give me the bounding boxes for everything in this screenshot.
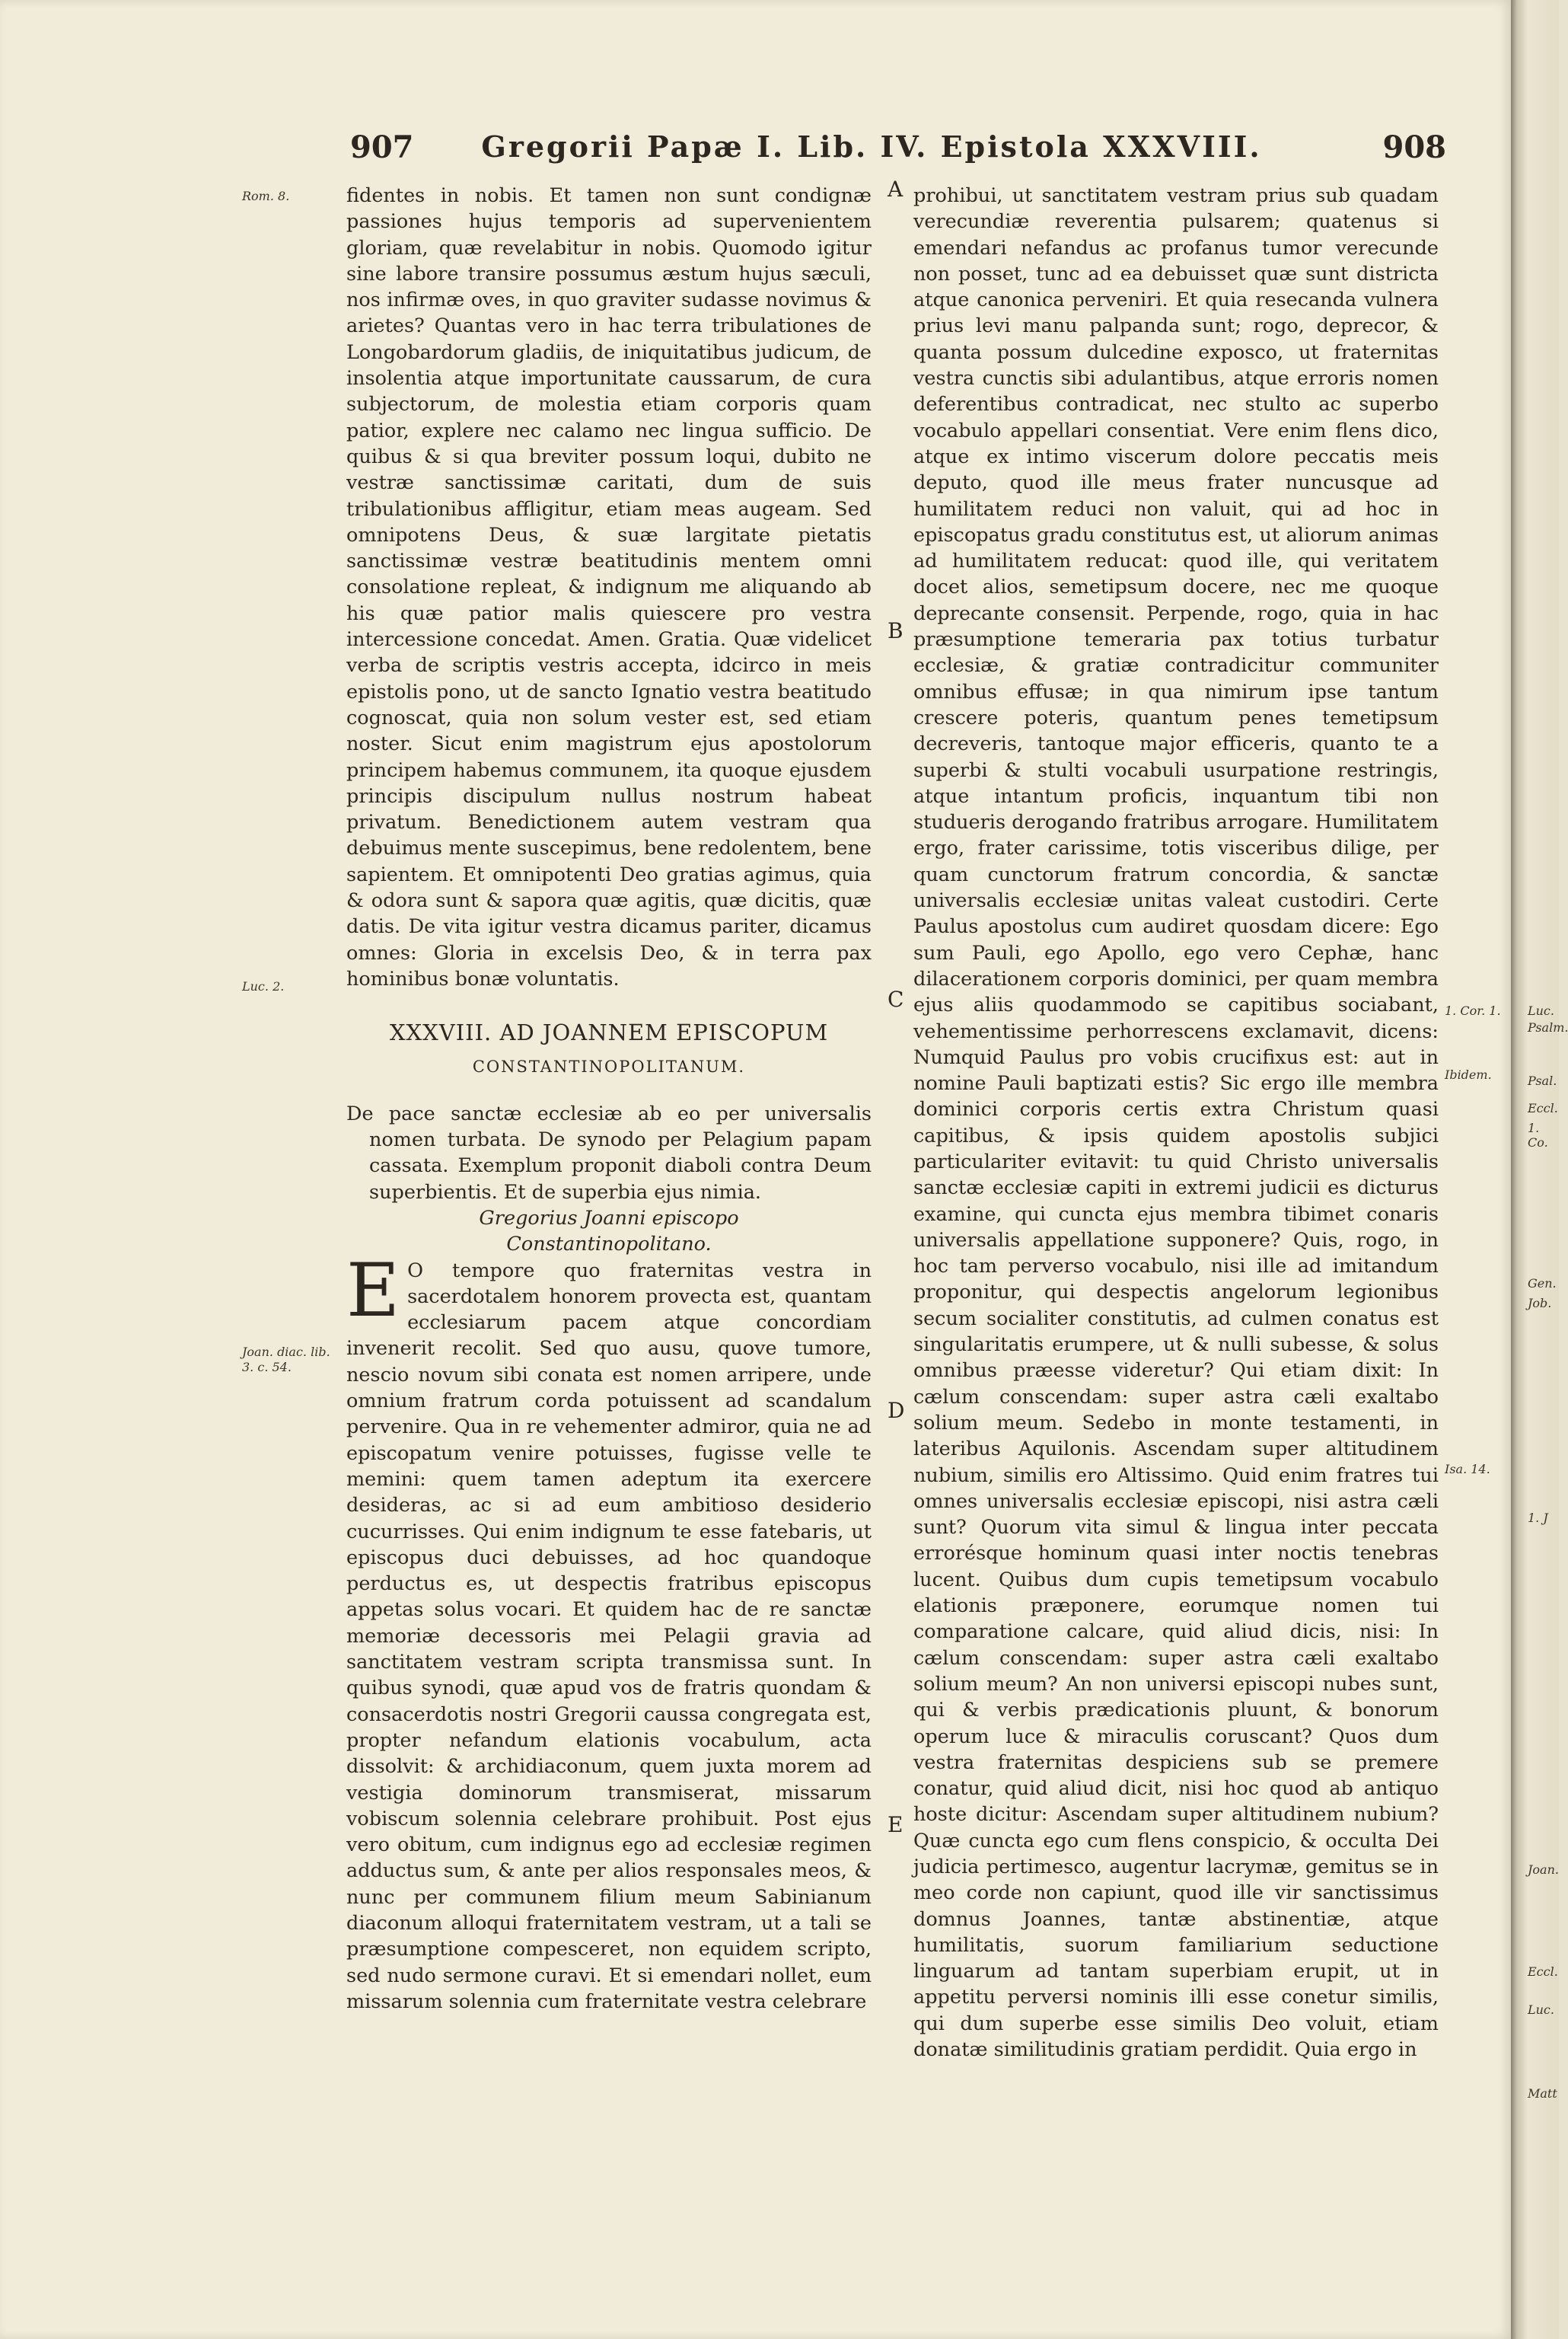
margin-note-joan-diac: Joan. diac. lib. 3. c. 54. [242, 1345, 330, 1374]
margin-note-rom: Rom. 8. [242, 189, 290, 203]
next-page-edge [1511, 0, 1568, 2339]
section-letter-b: B [888, 618, 904, 643]
epistle-summary: De pace sanctæ ecclesiæ ab eo per universalis nomen turbata. De synodo per Pelagium papam cassata. Exemplum proponit diaboli contra Deum superbientis. Et de superbia ejus nimia. [346, 1102, 872, 1204]
margin-note-ibidem: Ibidem. [1445, 1067, 1492, 1082]
section-letter-a: A [888, 177, 904, 202]
edge-note: Job. [1528, 1296, 1552, 1310]
page-number-left: 907 [350, 129, 414, 165]
margin-note-isa: Isa. 14. [1445, 1462, 1490, 1476]
epistle-heading: XXXVIII. AD JOANNEM EPISCOPUM [389, 1020, 829, 1046]
section-letter-c: C [888, 987, 904, 1012]
edge-note: Eccl. [1528, 1101, 1558, 1115]
margin-note-luc: Luc. 2. [242, 979, 285, 994]
edge-note: Luc. [1528, 1004, 1554, 1018]
right-text-column [913, 183, 1439, 2063]
epistle-subheading: CONSTANTINOPOLITANUM. [472, 1057, 746, 1076]
epistle-body-text: O tempore quo fraternitas vestra in sacerdotalem honorem provecta est, quantam ecclesiarum pacem atque concordiam invenerit recolit. Sed quo ausu, quove tumore, nescio novum sibi conata est nomen arripere, unde omnium fratrum corda potuissent ad scandalum pervenire. Qua in re vehementer admiror, quia ne ad episcopatum venire potuisses, fugisse velle te memini: quem tamen adeptum ita exercere desideras, ac si ad eum ambitioso desiderio cucurrisses. Qui enim indignum te esse fatebaris, ut episcopus duci debuisses, ad hoc quandoque perductus es, ut despectis fratribus episcopus appetas solus vocari. Et quidem hac de re sanctæ memoriæ decessoris mei Pelagii gravia ad sanctitatem vestram scripta transmissa sunt. In quibus synodi, quæ apud vos de fratris quondam & consacerdotis nostri Gregorii caussa congregata est, propter nefandum elationis vocabulum, acta dissolvit: & archidiaconum, quem juxta morem ad vestigia dominorum transmiserat, missarum vobiscum solennia celebrare prohibuit. Post ejus vero obitum, cum indignus ego ad ecclesiæ regimen adductus sum, & ante per alios responsales meos, & nunc per communem filium meum Sabinianum diaconum alloqui fraternitatem vestram, ut a tali se præsumptione compesceret, non equidem scripto, sed nudo sermone curavi. Et si emendari nollet, eum missarum solennia cum fraternitate vestra celebrare [346, 1259, 872, 2013]
section-letter-e: E [888, 1812, 904, 1837]
edge-note: 1. Co. [1528, 1121, 1548, 1150]
edge-note: Gen. [1528, 1276, 1557, 1291]
drop-capital: E [346, 1247, 400, 1333]
left-text-column [346, 183, 872, 2015]
paragraph-continuation: fidentes in nobis. Et tamen non sunt condignæ passiones hujus temporis ad supervenientem gloriam, quæ revelabitur in nobis. Quomodo igitur sine labore transire possumus æstum hujus sæculi, nos infirmæ oves, in quo graviter sudasse novimus & arietes? Quantas vero in hac terra tribulationes de Longobardorum gladiis, de iniquitatibus judicum, de insolentia atque importunitate caussarum, de cura subjectorum, de molestia etiam corporis quam patior, explere nec calamo nec lingua sufficio. De quibus & si qua breviter possum loqui, dubito ne vestræ sanctissimæ caritati, dum de suis tribulationibus affligitur, etiam meas augeam. Sed omnipotens Deus, & suæ largitate pietatis sanctissimæ vestræ beatitudinis mentem omni consolatione repleat, & indignum me aliquando ab his quæ patior malis quiescere pro vestra intercessione concedat. Amen. Gratia. Quæ videlicet verba de scriptis vestris accepta, idcirco in meis epistolis pono, ut de sancto Ignatio vestra beatitudo cognoscat, quia non solum vester est, sed etiam noster. Sicut enim magistrum ejus apostolorum principem habemus communem, ita quoque ejusdem principis discipulum nullus nostrum habeat privatum. Benedictionem autem vestram qua debuimus mente suscepimus, bene redolentem, bene sapientem. Et omnipotenti Deo gratias agimus, quia & odora sunt & sapora quæ agitis, quæ dicitis, quæ datis. De vita igitur vestra dicamus pariter, dicamus omnes: Gloria in excelsis Deo, & in terra pax hominibus bonæ voluntatis. [346, 184, 872, 991]
page-number-right: 908 [1382, 129, 1446, 165]
running-title: Gregorii Papæ I. Lib. IV. Epistola XXXVIII. [481, 129, 1262, 164]
epistle-body-start [346, 1247, 872, 2015]
edge-note: Psalm. [1528, 1020, 1568, 1035]
edge-note: Luc. [1528, 2002, 1554, 2017]
edge-note: Matt [1528, 2086, 1557, 2101]
edge-note: Eccl. [1528, 1964, 1558, 1979]
paragraph-continued: prohibui, ut sanctitatem vestram prius sub quadam verecundiæ reverentia pulsarem; quatenus si emendari nefandus ac profanus tumor verecunde non posset, tunc ad ea debuisset quæ sunt districta atque canonica perveniri. Et quia resecanda vulnera prius levi manu palpanda sunt; rogo, deprecor, & quanta possum dulcedine exposco, ut fraternitas vestra cunctis sibi adulantibus, atque erroris nomen deferentibus contradicat, nec stulto ac superbo vocabulo appellari consentiat. Vere enim flens dico, atque ex intimo viscerum dolore peccatis meis deputo, quod ille meus frater nuncusque ad humilitatem reduci non valuit, qui ad hoc in episcopatus gradu constitutus est, ut aliorum animas ad humilitatem reducat: quod ille, qui veritatem docet alios, semetipsum docere, nec me quoque deprecante consensit. Perpende, rogo, quia in hac præsumptione temeraria pax totius turbatur ecclesiæ, & gratiæ contradicitur communiter omnibus effusæ; in qua nimirum ipse tantum crescere poteris, quantum penes temetipsum decreveris, tantoque major efficeris, quanto te a superbi & stulti vocabuli usurpatione restringis, atque intantum proficis, inquantum tibi non studueris derogando fratribus arrogare. Humilitatem ergo, frater carissime, totis visceribus dilige, per quam cunctorum fratrum concordia, & sanctæ universalis ecclesiæ unitas valeat custodiri. Certe Paulus apostolus cum audiret quosdam dicere: Ego sum Pauli, ego Apollo, ego vero Cephæ, hanc dilacerationem corporis dominici, per quam membra ejus aliis quodammodo se capitibus sociabant, vehementissime perhorrescens exclamavit, dicens: Numquid Paulus pro vobis crucifixus est: aut in nomine Pauli baptizati estis? Sic ergo ille membra dominici corporis certis extra Christum quasi capitibus, & ipsis quidem apostolis subjici particulariter evitavit: tu quid Christo universalis sanctæ ecclesiæ capiti in extremi judicii es dicturus examine, qui cuncta ejus membra tibimet conaris universalis appellatione supponere? Quis, rogo, in hoc tam perverso vocabulo, nisi ille ad imitandum proponitur, qui despectis angelorum legionibus secum socialiter constitutis, ad culmen conatus est singularitatis erumpere, ut & nulli subesse, & solus omnibus præesse videretur? Qui etiam dixit: In cælum conscendam: super astra cæli exaltabo solium meum. Sedebo in monte testamenti, in lateribus Aquilonis. Ascendam super altitudinem nubium, similis ero Altissimo. Quid enim fratres tui omnes universalis ecclesiæ episcopi, nisi astra cæli sunt? Quorum vita simul & lingua inter peccata errorésque hominum quasi inter noctis tenebras lucent. Quibus dum cupis temetipsum vocabulo elationis præponere, eorumque nomen tui comparatione calcare, quid aliud dicis, nisi: In cælum conscendam: super astra cæli exaltabo solium meum? An non universi episcopi nubes sunt, qui & verbis prædicationis pluunt, & bonorum operum luce & miraculis coruscant? Quos dum vestra fraternitas despiciens sub se premere conatur, quid aliud dicit, nisi hoc quod ab antiquo hoste dicitur: Ascendam super altitudinem nubium? Quæ cuncta ego cum flens conspicio, & occulta Dei judicia pertimesco, augentur lacrymæ, gemitus se in meo corde non capiunt, quod ille vir sanctissimus domnus Joannes, tantæ abstinentiæ, atque humilitatis, suorum familiarium seductione linguarum ad tantam superbiam erupit, ut in appetitu perversi nominis illi esse conetur similis, qui dum superbe esse similis Deo voluit, etiam donatæ similitudinis gratiam perdidit. Quia ergo in [913, 184, 1439, 2062]
section-letter-d: D [888, 1398, 905, 1423]
edge-note: 1. J [1528, 1511, 1548, 1525]
edge-note: Psal. [1528, 1074, 1557, 1088]
epistle-salutation: Gregorius Joanni episcopo Constantinopolitano. [479, 1206, 739, 1256]
margin-note-cor: 1. Cor. 1. [1445, 1004, 1501, 1018]
running-header [350, 129, 1446, 172]
edge-note: Joan. [1528, 1862, 1559, 1877]
